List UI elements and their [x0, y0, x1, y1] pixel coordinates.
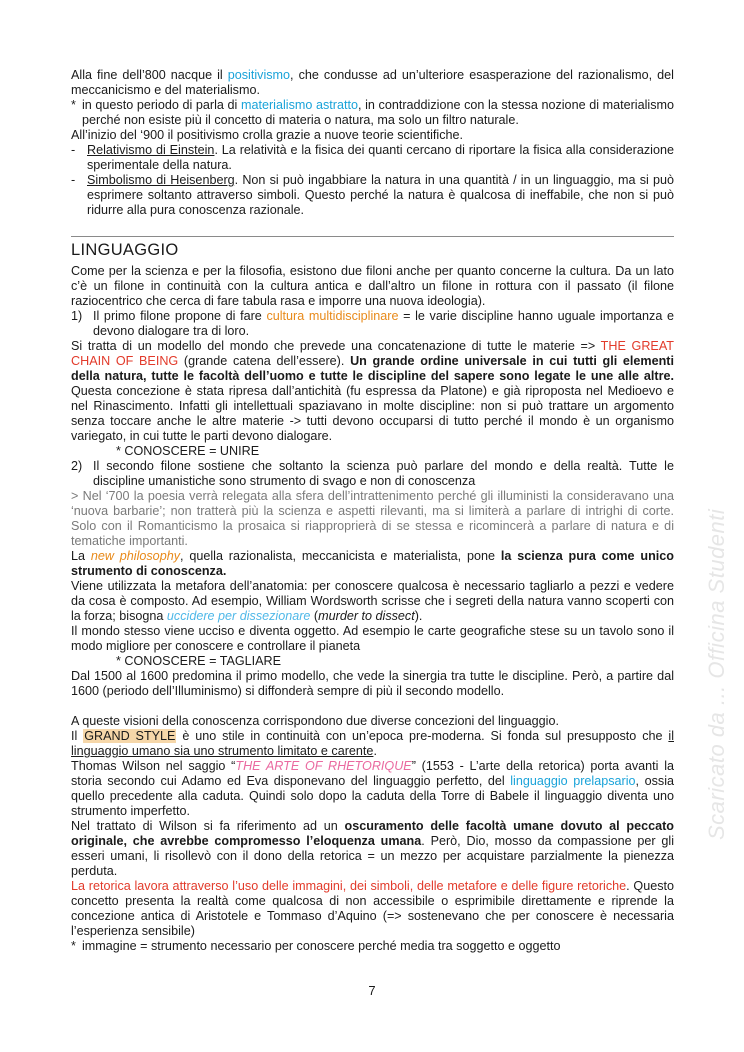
page-number: 7: [368, 983, 376, 998]
term-arte-of-rhetorique: THE ARTE OF RHETORIQUE: [235, 759, 412, 773]
paragraph-grand-style: Il GRAND STYLE è uno stile in continuità con un’epoca pre-moderna. Si fonda sul presupposto che il linguaggio umano sia uno strumento limitato e carente.: [71, 729, 674, 758]
section-divider: [71, 236, 674, 237]
term-linguaggio-prelapsario: linguaggio prelapsario: [510, 774, 636, 788]
paragraph-intro: Come per la scienza e per la filosofia, esistono due filoni anche per quanto concerne la cultura. Da un lato c’è un filone in continuità con la cultura antica e dall’altro un filone in rottura con il passato (il filone raziocentrico che cerca di fare tabula rasa e imporre una nuova ideologia).: [71, 264, 674, 308]
paragraph-settecento: > Nel ‘700 la poesia verrà relegata alla sfera dell’intrattenimento perché gli illuministi la consideravano una ‘nuova barbarie’; non tratterà più la scienza e aspetti rilevanti, ma si limiterà a parlare di intrighi di corte. Solo con il Romanticismo la prosaica si riapproprierà di se stessa e ricomincerà a parlare di natura e di tematiche importanti.: [71, 489, 674, 548]
formula-conoscere-unire: * CONOSCERE = UNIRE: [116, 444, 260, 458]
watermark: Scaricato da ... Officina Studenti: [704, 508, 729, 840]
paragraph-trattato: Nel trattato di Wilson si fa riferimento ad un oscuramento delle facoltà umane dovuto al peccato originale, che avrebbe compromesso l’eloquenza umana. Però, Dio, mosso da compassione per gli esseri umani, li risollevò con il dono della retorica = un mezzo per acquistare parzialmente la pienezza perduta.: [71, 819, 674, 878]
list-item-heisenberg: - Simbolismo di Heisenberg. Non si può ingabbiare la natura in una quantità / in un linguaggio, ma si può esprimere soltanto attraverso simboli. Questo perché la natura è qualcosa di ineffabile, che non si può ridurre alla pura conoscenza razionale.: [71, 173, 675, 217]
term-cultura-multidisciplinare: cultura multidisciplinare: [266, 309, 399, 323]
note-immagine: * immagine = strumento necessario per conoscere perché media tra soggetto e oggetto: [71, 939, 561, 953]
list-item-einstein: - Relativismo di Einstein. La relatività e la fisica dei quanti cercano di riportare la fisica alla considerazione sperimentale della natura.: [71, 143, 674, 172]
term-positivismo: positivismo: [227, 68, 291, 82]
document-page: [71, 68, 674, 954]
term-uccidere-per-dissezionare: uccidere per dissezionare: [166, 609, 311, 623]
paragraph-novecento: All’inizio del ‘900 il positivismo crolla grazie a nuove teorie scientifiche.: [71, 128, 463, 142]
list-item-primo-filone: 1) Il primo filone propone di fare cultura multidisciplinare = le varie discipline hanno uguale importanza e devono dialogare tra di loro.: [71, 309, 674, 338]
paragraph-wilson: Thomas Wilson nel saggio “THE ARTE OF RHETORIQUE” (1553 - L’arte della retorica) porta avanti la storia secondo cui Adamo ed Eva disponevano del linguaggio perfetto, del linguaggio prelapsario, ossia quello precedente alla caduta. Quindi solo dopo la caduta della Torre di Babele il linguaggio diventa uno strumento imperfetto.: [71, 759, 675, 818]
term-materialismo-astratto: materialismo astratto: [240, 98, 358, 112]
paragraph-great-chain: Si tratta di un modello del mondo che prevede una concatenazione di tutte le materie => THE GREAT CHAIN OF BEING (grande catena dell’essere). Un grande ordine universale in cui tutti gli elementi della natura, tutte le facoltà dell’uomo e tutte le discipline del sapere sono legate le une alle altre. Questa concezione è stata ripresa dall’antichità (fu espressa da Platone) e già riproposta nel Medioevo e nel Rinascimento. Infatti gli intellettuali spaziavano in molte discipline: non si può trattare un argomento senza toccare anche le altre materie -> tutti devono occuparsi di tutto perché il mondo è un organismo variegato, in cui tutte le parti devono dialogare.: [71, 339, 674, 443]
note-materialismo: * in questo periodo di parla di materialismo astratto, in contraddizione con la stessa nozione di materialismo perché non esiste più il concetto di materia o natura, ma solo un filtro naturale.: [71, 98, 675, 127]
term-retorica: La retorica lavora attraverso l’uso delle immagini, dei simboli, delle metafore e delle figure retoriche: [71, 879, 627, 893]
list-item-secondo-filone: 2) Il secondo filone sostiene che soltanto la scienza può parlare del mondo e della realtà. Tutte le discipline umanistiche sono strumento di svago e non di conoscenza: [71, 459, 674, 488]
formula-conoscere-tagliare: * CONOSCERE = TAGLIARE: [116, 654, 282, 668]
paragraph-positivismo: Alla fine dell’800 nacque il positivismo, che condusse ad un’ulteriore esasperazione del razionalismo, del meccanicismo e del materialismo.: [71, 68, 674, 97]
section-heading: LINGUAGGIO: [71, 241, 179, 259]
paragraph-concezioni: A queste visioni della conoscenza corrispondono due diverse concezioni del linguaggio.: [71, 714, 559, 728]
paragraph-mondo-oggetto: Il mondo stesso viene ucciso e diventa oggetto. Ad esempio le carte geografiche stese su un tavolo sono il modo migliore per conoscere e controllare il pianeta: [71, 624, 674, 653]
paragraph-anatomia: Viene utilizzata la metafora dell’anatomia: per conoscere qualcosa è necessario tagliarlo a pezzi e vedere da cosa è composto. Ad esempio, William Wordsworth scrisse che i segreti della natura vanno scoperti con la forza; bisogna uccidere per dissezionare (murder to dissect).: [71, 579, 674, 623]
term-great-chain: THE GREAT CHAIN OF BEING: [71, 339, 674, 368]
paragraph-new-philosophy: La new philosophy, quella razionalista, meccanicista e materialista, pone la scienza pura come unico strumento di conoscenza.: [71, 549, 674, 578]
paragraph-modelli: Dal 1500 al 1600 predomina il primo modello, che vede la sinergia tra tutte le discipline. Però, a partire dal 1600 (periodo dell’Illuminismo) si diffonderà sempre di più il secondo modello.: [71, 669, 674, 698]
term-grand-style: GRAND STYLE: [84, 729, 176, 743]
paragraph-retorica: La retorica lavora attraverso l’uso delle immagini, dei simboli, delle metafore e delle figure retoriche. Questo concetto presenta la realtà come qualcosa di non accessibile o esprimibile direttamente e riprende la concezione antica di Aristotele e Tommaso d’Aquino (=> sostenevano che per conoscere è necessaria l’esperienza sensibile): [71, 879, 674, 938]
term-new-philosophy: new philosophy: [90, 549, 180, 563]
